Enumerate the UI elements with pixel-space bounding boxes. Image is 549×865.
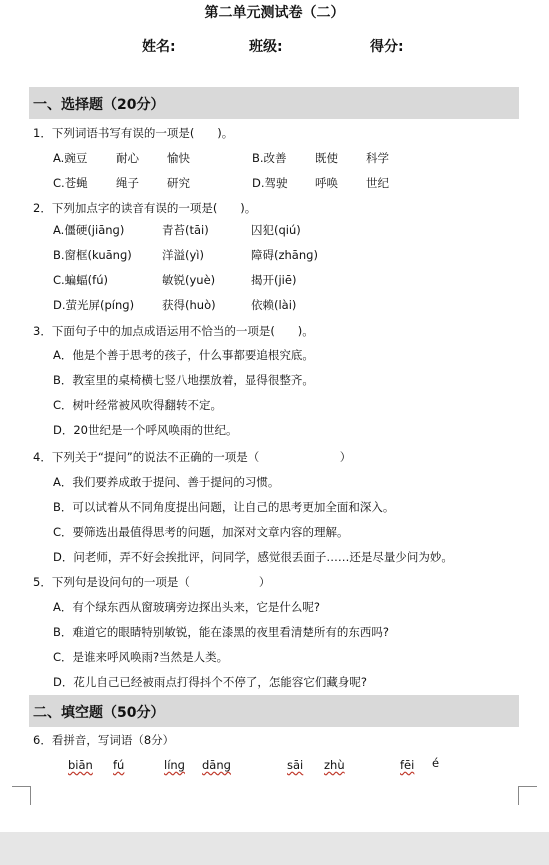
pinyin-item: sāi: [287, 758, 304, 772]
q1-option-c-word1: C.苍蝇: [53, 176, 88, 190]
q5-option-d: D．花儿自己已经被雨点打得抖个不停了，怎能容它们藏身呢?: [53, 675, 367, 689]
q2-option-b-item3: 障碍(zhānɡ): [251, 248, 318, 262]
q2-option-c-item1: C.蝙蝠(fú): [53, 273, 108, 287]
section-title: 一、选择题（20分）: [33, 97, 165, 113]
q1-option-b-word3: 科学: [366, 151, 389, 165]
pinyin-item: línɡ: [164, 758, 185, 772]
q5-option-c: C．是谁来呼风唤雨?当然是人类。: [53, 650, 229, 664]
pinyin-item: dānɡ: [202, 758, 231, 772]
section-title: 二、填空题（50分）: [33, 705, 165, 721]
pinyin-item: é: [432, 756, 440, 770]
q3-option-a: A．他是个善于思考的孩子，什么事都要追根究底。: [53, 348, 314, 362]
q1-option-d-word3: 世纪: [366, 176, 389, 190]
pinyin-item: zhù: [324, 758, 345, 772]
page-corner-mark: [12, 786, 31, 805]
question-1-stem: 1．下列词语书写有误的一项是( )。: [33, 126, 234, 140]
question-5-stem: 5．下列句是设问句的一项是（ ）: [33, 575, 271, 589]
q1-option-d-word2: 呼唤: [315, 176, 338, 190]
q4-option-a: A．我们要养成敢于提问、善于提问的习惯。: [53, 475, 280, 489]
q1-option-b-word2: 既使: [315, 151, 338, 165]
page-corner-mark: [518, 786, 537, 805]
question-2-stem: 2．下列加点字的读音有误的一项是( )。: [33, 201, 257, 215]
q1-option-b-word1: B.改善: [252, 151, 287, 165]
q3-option-c: C．树叶经常被风吹得翻转不定。: [53, 398, 223, 412]
question-4-stem: 4．下列关于“提问”的说法不正确的一项是（ ）: [33, 450, 352, 464]
q3-option-d: D．20世纪是一个呼风唤雨的世纪。: [53, 423, 238, 437]
q5-option-b: B．难道它的眼睛特别敏锐，能在漆黑的夜里看清楚所有的东西吗?: [53, 625, 389, 639]
page-gap: [0, 832, 549, 865]
q1-option-c-word3: 研究: [167, 176, 190, 190]
q1-option-a-word3: 愉快: [167, 151, 190, 165]
q2-option-d-item2: 获得(huò): [162, 298, 216, 312]
score-label: 得分:: [370, 39, 404, 55]
pinyin-item: fú: [113, 758, 125, 772]
q2-option-a-item2: 青苔(tāi): [162, 223, 209, 237]
name-label: 姓名:: [142, 39, 176, 55]
section-header-fill: [29, 695, 519, 727]
q2-option-c-item2: 敏锐(yuè): [162, 273, 216, 287]
q1-option-d-word1: D.驾驶: [252, 176, 288, 190]
q4-option-d: D．问老师，弄不好会挨批评，问同学，感觉很丢面子……还是尽量少问为妙。: [53, 550, 453, 564]
q2-option-a-item1: A.僵硬(jiānɡ): [53, 223, 125, 237]
q2-option-d-item3: 依赖(lài): [251, 298, 297, 312]
pinyin-item: biān: [68, 758, 93, 772]
q2-option-d-item1: D.萤光屏(pínɡ): [53, 298, 135, 312]
q2-option-b-item1: B.窗框(kuānɡ): [53, 248, 132, 262]
question-3-stem: 3．下面句子中的加点成语运用不恰当的一项是( )。: [33, 324, 314, 338]
q1-option-a-word1: A.豌豆: [53, 151, 88, 165]
section-header-choice: [29, 87, 519, 119]
q2-option-b-item2: 洋溢(yì): [162, 248, 204, 262]
q4-option-b: B．可以试着从不同角度提出问题，让自己的思考更加全面和深入。: [53, 500, 395, 514]
class-label: 班级:: [249, 39, 283, 55]
q1-option-c-word2: 绳子: [116, 176, 139, 190]
question-6-stem: 6．看拼音，写词语（8分）: [33, 733, 175, 747]
q2-option-a-item3: 囚犯(qiú): [251, 223, 301, 237]
pinyin-item: fēi: [400, 758, 415, 772]
q3-option-b: B．教室里的桌椅横七竖八地摆放着，显得很整齐。: [53, 373, 314, 387]
q1-option-a-word2: 耐心: [116, 151, 139, 165]
q5-option-a: A．有个绿东西从窗玻璃旁边探出头来，它是什么呢?: [53, 600, 320, 614]
q2-option-c-item3: 揭开(jiē): [251, 273, 297, 287]
page-title: 第二单元测试卷（二）: [204, 5, 345, 21]
q4-option-c: C．要筛选出最值得思考的问题，加深对文章内容的理解。: [53, 525, 349, 539]
